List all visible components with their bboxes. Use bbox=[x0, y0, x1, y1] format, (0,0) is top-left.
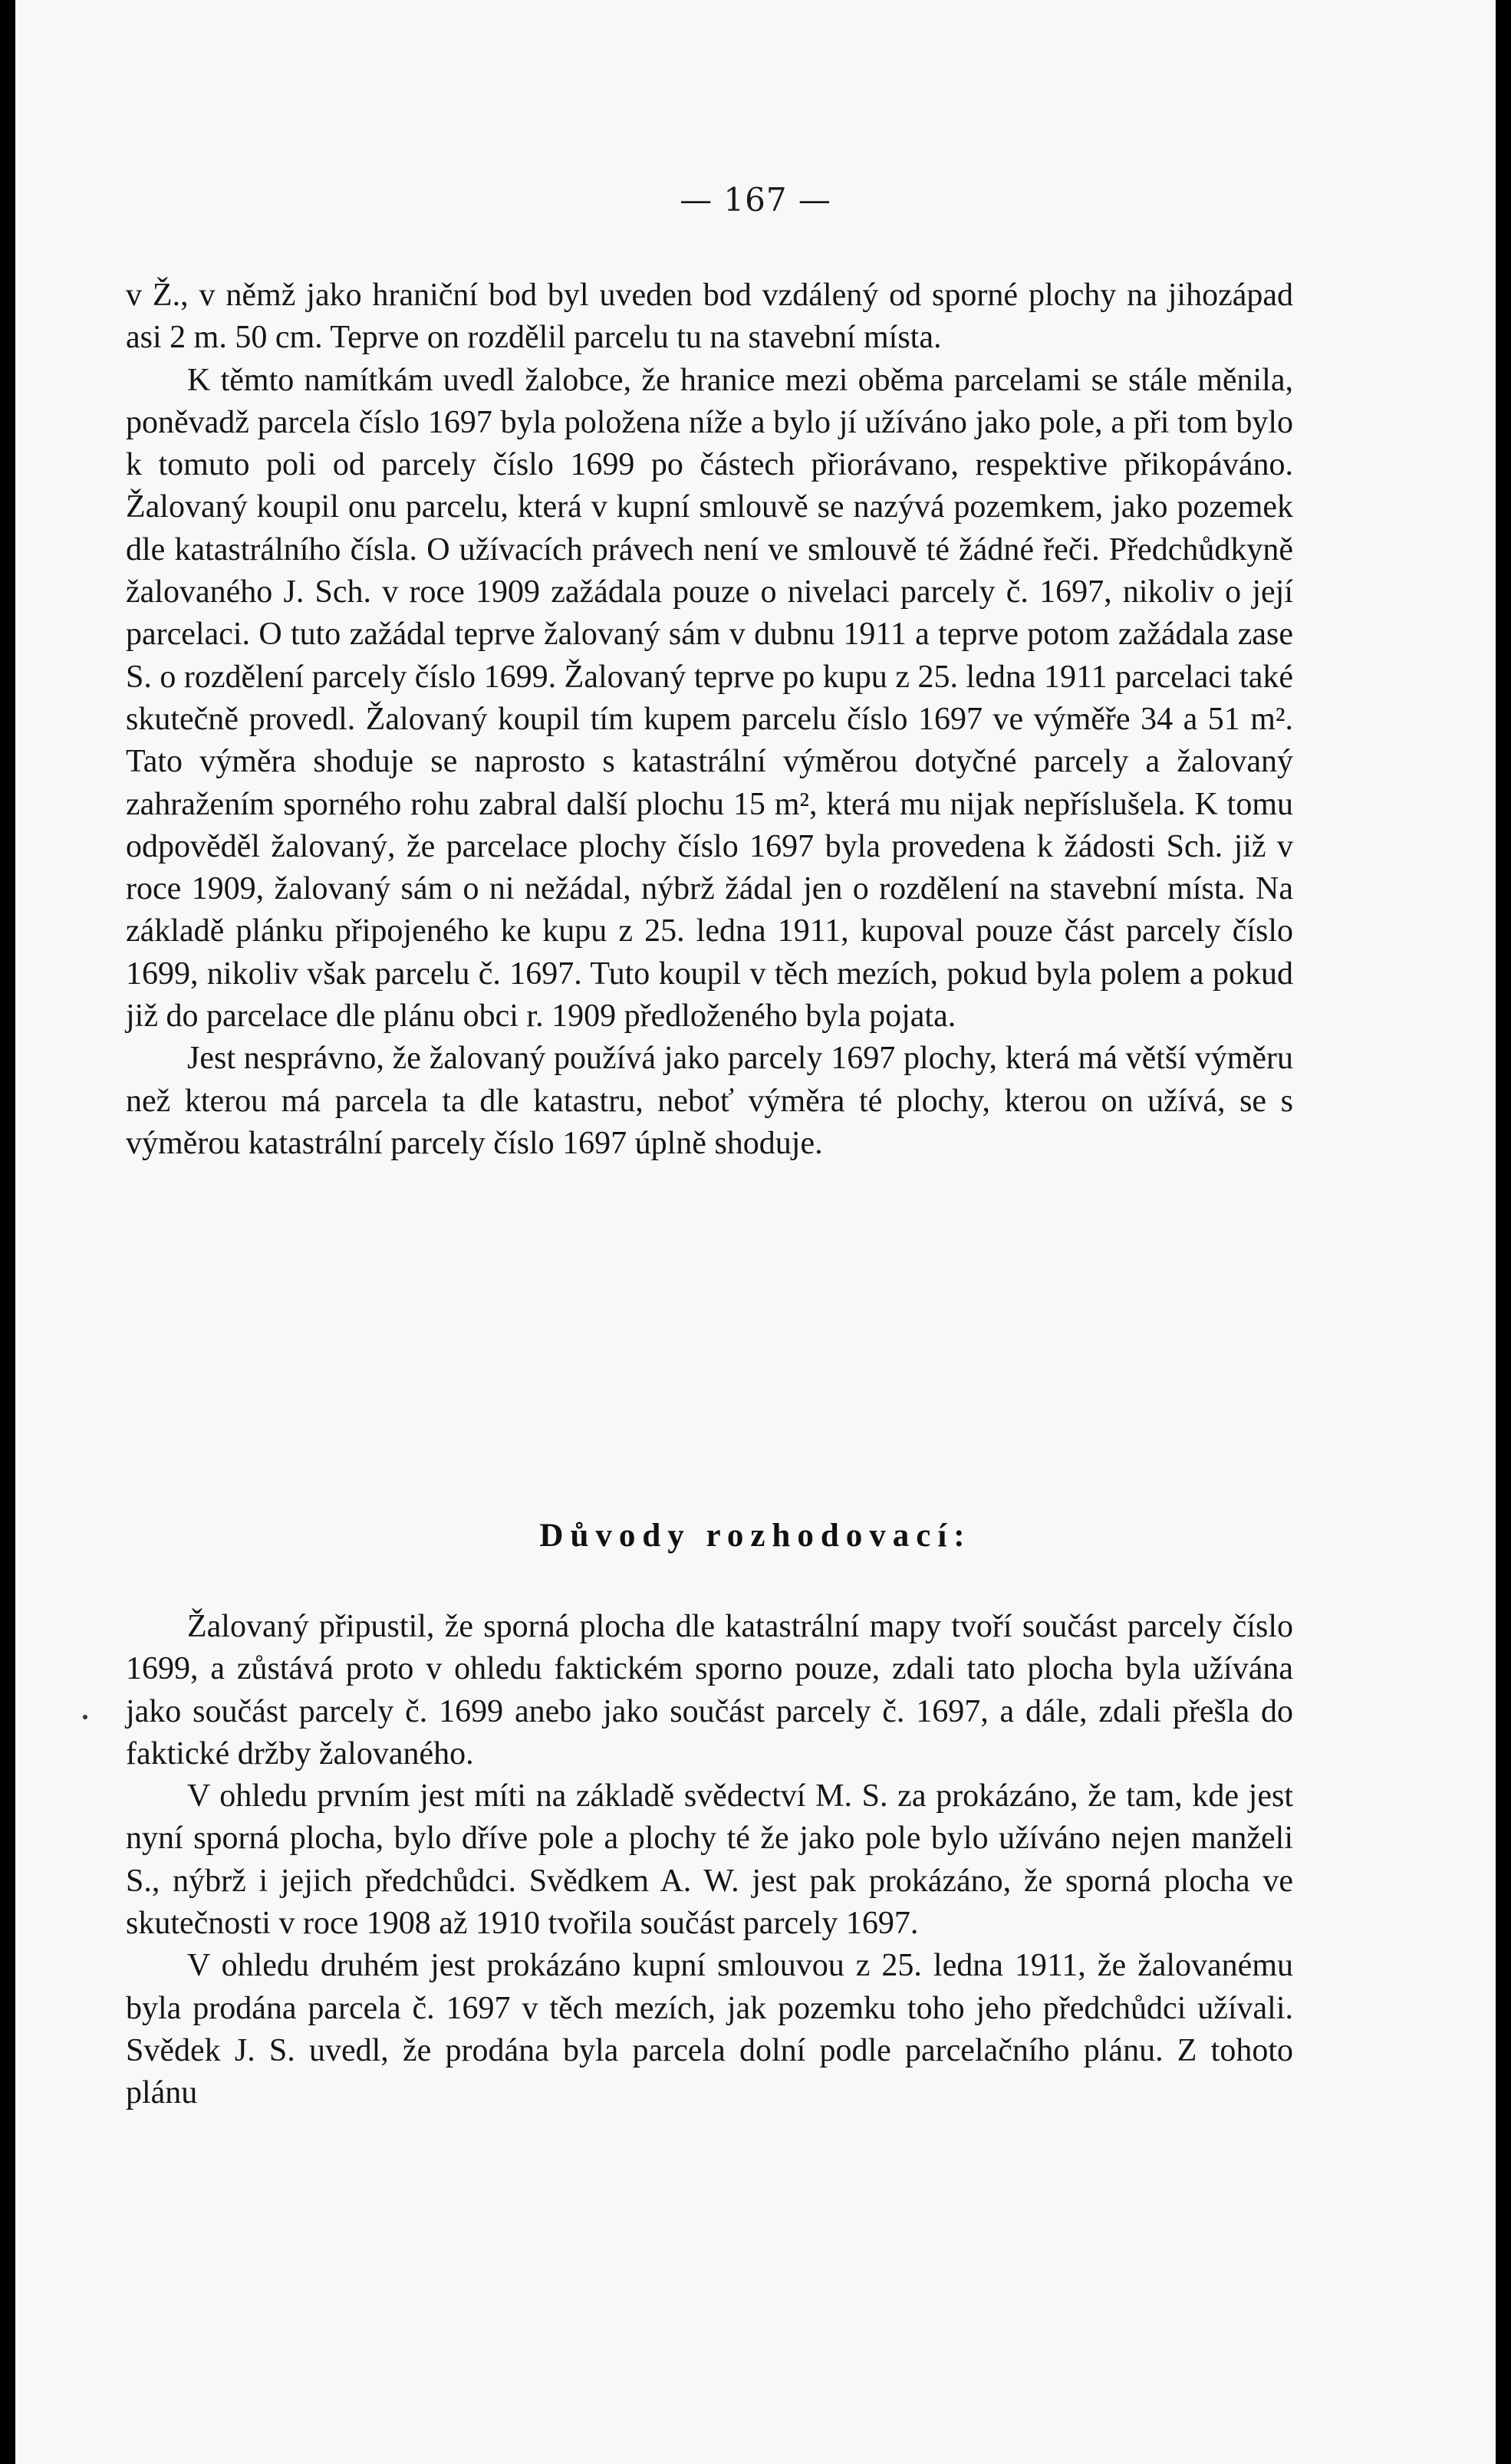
margin-mark bbox=[83, 1715, 87, 1719]
scan-border-left bbox=[0, 0, 15, 2464]
page-number: — 167 — bbox=[680, 181, 831, 219]
reasons-section bbox=[126, 1606, 1293, 2115]
scan-border-right bbox=[1496, 0, 1511, 2464]
paragraph-reason-3: V ohledu druhém jest prokázáno kupní smlouvou z 25. ledna 1911, že žalovanému byla prodána parcela č. 1697 v těch mezích, jak pozemku toho jeho předchůdci užívali. Svědek J. S. uvedl, že prodána byla parcela dolní podle parcelačního plánu. Z tohoto plánu bbox=[126, 1948, 1293, 2111]
facts-section bbox=[126, 275, 1293, 1165]
paragraph-plaintiff-objections: K těmto namítkám uvedl žalobce, že hranice mezi oběma parcelami se stále měnila, poněvadž parcela číslo 1697 byla položena níže a bylo jí užíváno jako pole, a při tom bylo k tomuto poli od parcely číslo 1699 po částech přiorávano, respektive přikopáváno. Žalovaný koupil onu parcelu, která v kupní smlouvě se nazývá pozemkem, jako pozemek dle katastrálního čísla. O užívacích právech není ve smlouvě té žádné řeči. Předchůdkyně žalovaného J. Sch. v roce 1909 zažádala pouze o nivelaci parcely č. 1697, nikoliv o její parcelaci. O tuto zažádal teprve žalovaný sám v dubnu 1911 a teprve potom zažádala zase S. o rozdělení parcely číslo 1699. Žalovaný teprve po kupu z 25. ledna 1911 parcelaci také skutečně provedl. Žalovaný koupil tím kupem parcelu číslo 1697 ve výměře 34 a 51 m². Tato výměra shoduje se naprosto s katastrální výměrou dotyčné parcely a žalovaný zahražením sporného rohu zabral další plochu 15 m², která mu nijak nepříslušela. K tomu odpověděl žalovaný, že parcelace plochy číslo 1697 byla provedena k žádosti Sch. již v roce 1909, žalovaný sám o ni nežádal, nýbrž žádal jen o rozdělení na stavební místa. Na základě plánku připojeného ke kupu z 25. ledna 1911, kupoval pouze část parcely číslo 1699, nikoliv však parcelu č. 1697. Tuto koupil v těch mezích, pokud byla polem a pokud již do parcelace dle plánu obci r. 1909 předloženého byla pojata. bbox=[126, 362, 1293, 1035]
document-page bbox=[15, 0, 1496, 2464]
paragraph-continuation: v Ž., v němž jako hraniční bod byl uveden bod vzdálený od sporné plochy na jihozápad asi 2 m. 50 cm. Teprve on rozdělil parcelu tu na stavební místa. bbox=[126, 278, 1293, 356]
paragraph-incorrect-claim: Jest nesprávno, že žalovaný používá jako parcely 1697 plochy, která má větší výměru než kterou má parcela ta dle katastru, neboť výměra té plochy, kterou on užívá, se s výměrou katastrální parcely číslo 1697 úplně shoduje. bbox=[126, 1041, 1293, 1161]
section-heading: Důvody rozhodovací: bbox=[539, 1518, 972, 1554]
paragraph-reason-2: V ohledu prvním jest míti na základě svědectví M. S. za prokázáno, že tam, kde jest nyní sporná plocha, bylo dříve pole a plochy té že jako pole bylo užíváno nejen manželi S., nýbrž i jejich předchůdci. Svědkem A. W. jest pak prokázáno, že sporná plocha ve skutečnosti v roce 1908 až 1910 tvořila součást parcely 1697. bbox=[126, 1778, 1293, 1942]
paragraph-reason-1: Žalovaný připustil, že sporná plocha dle katastrální mapy tvoří součást parcely číslo 1699, a zůstává proto v ohledu faktickém sporno pouze, zdali tato plocha byla užívána jako součást parcely č. 1699 anebo jako součást parcely č. 1697, a dále, zdali přešla do faktické držby žalovaného. bbox=[126, 1609, 1293, 1772]
